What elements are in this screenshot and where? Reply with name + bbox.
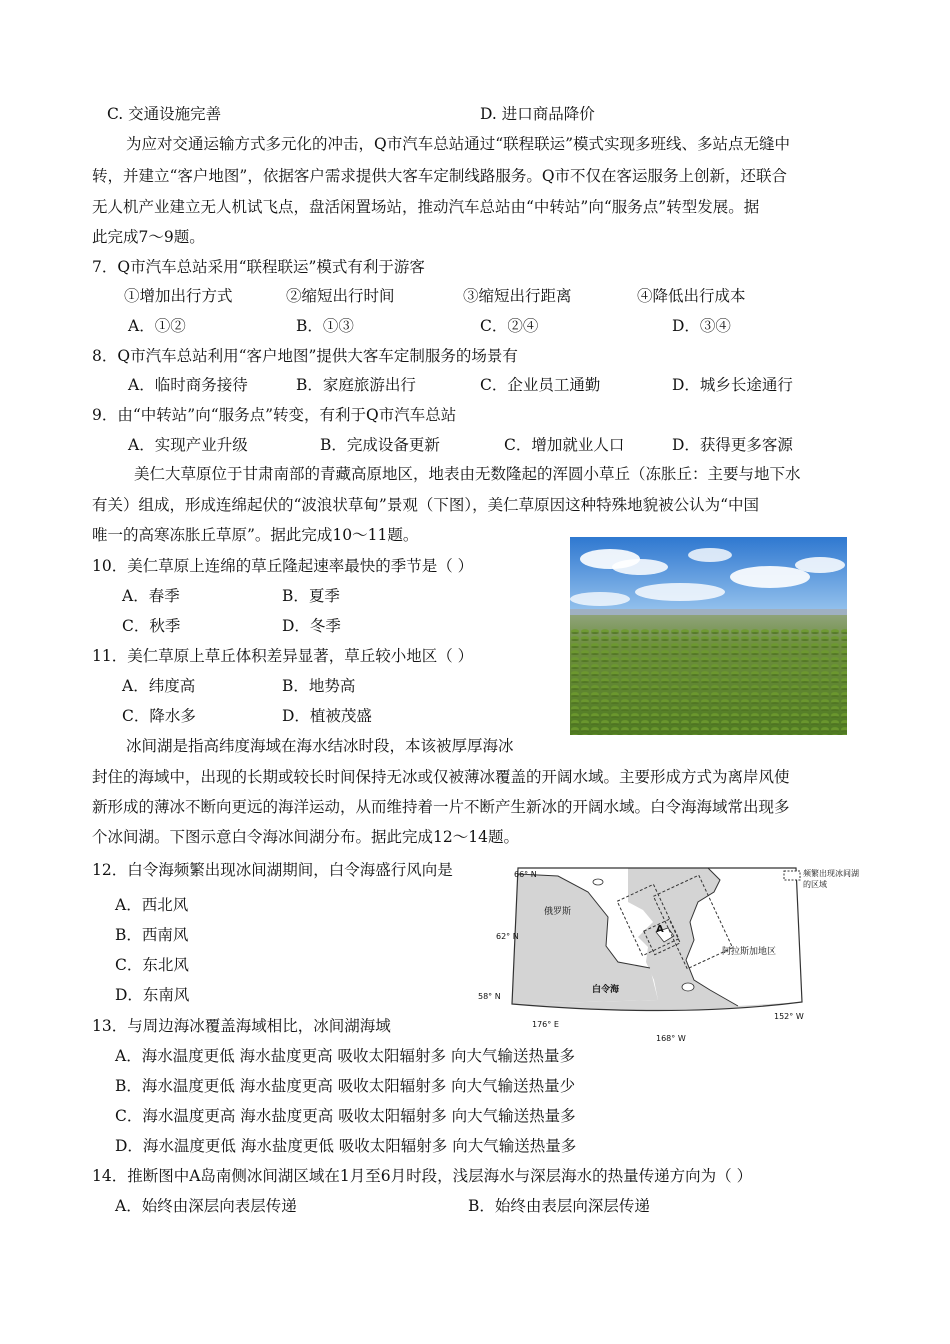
lat-label-58: 58° N (478, 992, 501, 1001)
grassland-photo (570, 537, 847, 735)
q7-stem: 7．Q市汽车总站采用“联程联运”模式有利于游客 (92, 258, 425, 276)
q12-option-d: D．东南风 (115, 986, 190, 1004)
q6-option-d: D. 进口商品降价 (480, 105, 595, 123)
q6-option-c: C. 交通设施完善 (107, 105, 222, 123)
passage-q12-14-line-2: 封住的海域中，出现的长期或较长时间保持无冰或仅被薄冰覆盖的开阔水域。主要形成方式为离岸风使 (92, 768, 790, 786)
lat-label-62: 62° N (496, 932, 519, 941)
q12-option-b: B．西南风 (115, 926, 189, 944)
q8-stem: 8．Q市汽车总站利用“客户地图”提供大客车定制服务的场景有 (92, 347, 518, 365)
lon-label-176e: 176° E (532, 1020, 559, 1029)
q11-option-d: D．植被茂盛 (282, 707, 372, 725)
map-legend-line-2: 的区域 (803, 880, 827, 889)
q11-option-c: C．降水多 (122, 707, 196, 725)
bering-sea-map (478, 862, 859, 1048)
q13-option-b: B．海水温度更低 海水盐度更高 吸收太阳辐射多 向大气输送热量少 (115, 1077, 576, 1095)
label-bering-sea: 白令海 (592, 985, 620, 995)
q13-option-d: D．海水温度更低 海水盐度更低 吸收太阳辐射多 向大气输送热量多 (115, 1137, 577, 1155)
passage-q10-11-line-1: 美仁大草原位于甘肃南部的青藏高原地区，地表由无数隆起的浑圆小草丘（冻胀丘：主要与地下水 (134, 465, 801, 483)
passage-q12-14-line-1: 冰间湖是指高纬度海域在海水结冰时段，本该被厚厚海冰 (126, 737, 514, 755)
q10-option-c: C．秋季 (122, 617, 181, 635)
q9-option-d: D．获得更多客源 (672, 436, 793, 454)
lat-label-66: 66° N (514, 870, 537, 879)
q8-option-d: D．城乡长途通行 (672, 376, 793, 394)
q12-option-a: A．西北风 (115, 896, 189, 914)
q8-option-a: A．临时商务接待 (128, 376, 248, 394)
passage-q7-9-line-3: 无人机产业建立无人机试飞点，盘活闲置场站，推动汽车总站由“中转站”向“服务点”转型发展。据 (92, 198, 760, 216)
lon-label-152w: 152° W (774, 1012, 804, 1021)
q9-option-a: A．实现产业升级 (128, 436, 248, 454)
q10-option-a: A．春季 (122, 587, 180, 605)
q8-option-b: B．家庭旅游出行 (296, 376, 416, 394)
q11-stem: 11．美仁草原上草丘体积差异显著，草丘较小地区（ ） (92, 647, 474, 665)
q9-stem: 9．由“中转站”向“服务点”转变，有利于Q市汽车总站 (92, 406, 457, 424)
q10-option-d: D．冬季 (282, 617, 341, 635)
q11-option-a: A．纬度高 (122, 677, 196, 695)
passage-q12-14-line-3: 新形成的薄冰不断向更远的海洋运动，从而维持着一片不断产生新冰的开阔水域。白令海海域常出现多 (92, 798, 790, 816)
q9-option-c: C．增加就业人口 (504, 436, 625, 454)
passage-q7-9-line-1: 为应对交通运输方式多元化的冲击，Q市汽车总站通过“联程联运”模式实现多班线、多站点无缝中 (126, 135, 791, 153)
q13-option-a: A．海水温度更低 海水盐度更高 吸收太阳辐射多 向大气输送热量多 (115, 1047, 575, 1065)
label-alaska: 阿拉斯加地区 (722, 947, 777, 957)
q7-item-2: ②缩短出行时间 (286, 287, 395, 305)
q7-item-4: ④降低出行成本 (637, 287, 746, 305)
q8-option-c: C．企业员工通勤 (480, 376, 601, 394)
q12-stem: 12．白令海频繁出现冰间湖期间，白令海盛行风向是 (92, 861, 453, 879)
q7-item-3: ③缩短出行距离 (463, 287, 572, 305)
label-island-a: A (656, 924, 664, 935)
map-legend (803, 868, 859, 890)
passage-q12-14-line-4: 个冰间湖。下图示意白令海冰间湖分布。据此完成12～14题。 (92, 828, 519, 846)
q14-option-b: B．始终由表层向深层传递 (468, 1197, 650, 1215)
lon-label-168w: 168° W (656, 1034, 686, 1043)
q14-option-a: A．始终由深层向表层传递 (115, 1197, 297, 1215)
passage-q10-11-line-2: 有关）组成，形成连绵起伏的“波浪状草甸”景观（下图），美仁草原因这种特殊地貌被公认为“中国 (92, 496, 760, 514)
q7-option-c: C．②④ (480, 317, 539, 335)
q7-option-b: B．①③ (296, 317, 354, 335)
q7-option-d: D．③④ (672, 317, 731, 335)
passage-q7-9-line-4: 此完成7～9题。 (92, 228, 205, 246)
q14-stem: 14．推断图中A岛南侧冰间湖区域在1月至6月时段，浅层海水与深层海水的热量传递方向为（ ） (92, 1167, 753, 1185)
passage-q7-9-line-2: 转，并建立“客户地图”，依据客户需求提供大客车定制线路服务。Q市不仅在客运服务上创新，还联合 (92, 167, 788, 185)
q10-stem: 10．美仁草原上连绵的草丘隆起速率最快的季节是（ ） (92, 557, 474, 575)
q9-option-b: B．完成设备更新 (320, 436, 440, 454)
q10-option-b: B．夏季 (282, 587, 340, 605)
q11-option-b: B．地势高 (282, 677, 356, 695)
map-legend-line-1: 频繁出现冰间湖 (803, 869, 859, 878)
q7-item-1: ①增加出行方式 (124, 287, 233, 305)
q13-stem: 13．与周边海冰覆盖海域相比，冰间湖海域 (92, 1017, 391, 1035)
q13-option-c: C．海水温度更高 海水盐度更高 吸收太阳辐射多 向大气输送热量多 (115, 1107, 576, 1125)
label-russia: 俄罗斯 (544, 907, 572, 917)
q12-option-c: C．东北风 (115, 956, 189, 974)
q7-option-a: A．①② (128, 317, 186, 335)
passage-q10-11-line-3: 唯一的高寒冻胀丘草原”。据此完成10～11题。 (92, 526, 419, 544)
